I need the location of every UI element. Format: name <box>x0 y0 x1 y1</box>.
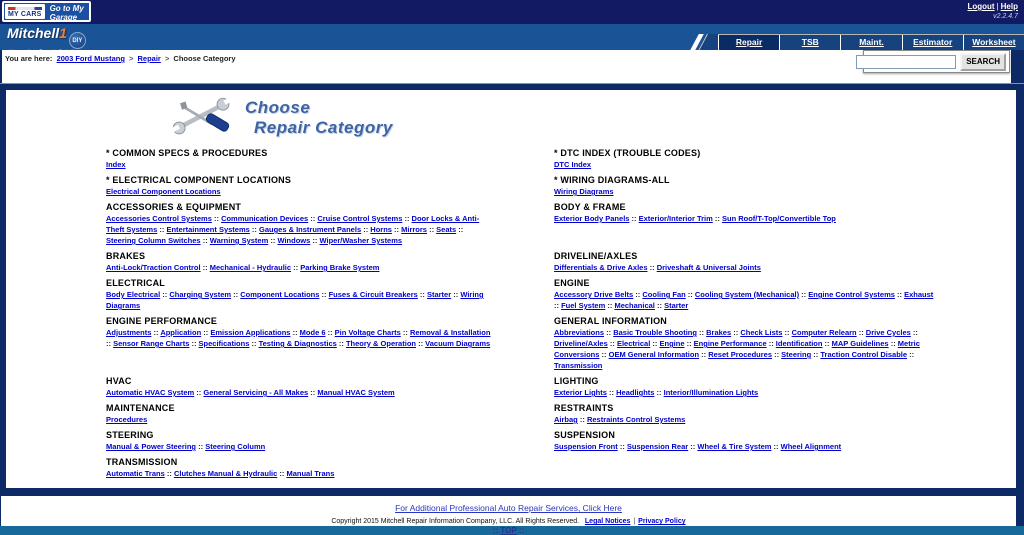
category-heading: BRAKES <box>106 251 146 261</box>
category-links <box>106 468 491 479</box>
category-link[interactable]: Engine Control Systems <box>808 290 895 299</box>
category-link[interactable]: Pin Voltage Charts <box>334 328 401 337</box>
category-link[interactable]: Driveline/Axles <box>554 339 608 348</box>
category-row <box>106 278 986 311</box>
category-link[interactable]: Communication Devices <box>221 214 309 223</box>
category-link[interactable]: Mirrors <box>401 225 427 234</box>
category-links <box>106 289 491 311</box>
category-link[interactable]: Airbag <box>554 415 578 424</box>
category-links <box>554 327 939 371</box>
category-row <box>106 376 986 398</box>
link-separator: :: <box>599 350 609 359</box>
link-separator: :: <box>894 290 905 299</box>
link-separator: :: <box>277 469 287 478</box>
category-section <box>106 251 491 273</box>
category-link[interactable]: Removal & Installation <box>409 328 491 337</box>
category-grid <box>6 138 1016 479</box>
link-separator: :: <box>799 290 809 299</box>
category-link[interactable]: Transmission <box>554 361 603 370</box>
top-link[interactable]: TOP <box>500 526 517 535</box>
category-row <box>106 251 986 273</box>
category-link[interactable]: Adjustments <box>106 328 152 337</box>
link-separator: :: <box>647 263 657 272</box>
category-link[interactable]: DTC Index <box>554 160 592 169</box>
category-link[interactable]: Emission Applications <box>210 328 291 337</box>
category-heading: STEERING <box>106 430 154 440</box>
category-section <box>106 376 491 398</box>
link-separator: :: <box>456 225 464 234</box>
category-link[interactable]: Accessory Drive Belts <box>554 290 634 299</box>
category-row <box>106 316 986 371</box>
category-link[interactable]: Windows <box>277 236 311 245</box>
tab-tsb[interactable]: TSB <box>779 35 840 50</box>
category-links <box>106 213 491 246</box>
category-section <box>554 376 939 398</box>
link-separator: :: <box>888 339 898 348</box>
category-link[interactable]: Reset Procedures <box>708 350 772 359</box>
category-link[interactable]: Seats <box>436 225 457 234</box>
link-separator: :: <box>771 442 781 451</box>
category-heading: BODY & FRAME <box>554 202 626 212</box>
link-separator: :: <box>106 339 114 348</box>
category-section <box>554 316 939 371</box>
category-link[interactable]: Application <box>160 328 202 337</box>
category-link[interactable]: Mechanical - Hydraulic <box>209 263 292 272</box>
link-separator: :: <box>291 263 301 272</box>
link-separator: :: <box>201 328 211 337</box>
category-link[interactable]: Warning System <box>209 236 269 245</box>
category-link[interactable]: Restraints Control Systems <box>586 415 686 424</box>
category-link[interactable]: Wiring Diagrams <box>106 290 484 310</box>
link-separator: :: <box>200 236 210 245</box>
category-link[interactable]: Computer Relearn <box>791 328 857 337</box>
category-link[interactable]: Testing & Diagnostics <box>258 339 337 348</box>
category-section <box>554 278 939 311</box>
link-separator: :: <box>617 442 627 451</box>
goto-garage-label: Go to My Garage <box>49 4 84 22</box>
link-separator: :: <box>211 214 222 223</box>
search-button[interactable]: SEARCH <box>960 53 1006 71</box>
top-right-links: Logout | Help v2.2.4.7 <box>967 2 1018 20</box>
link-separator: :: <box>577 415 587 424</box>
category-link[interactable]: Engine <box>659 339 685 348</box>
link-separator: :: <box>451 290 461 299</box>
category-link[interactable]: Cooling System (Mechanical) <box>694 290 800 299</box>
category-links <box>106 441 491 452</box>
category-link[interactable]: Electrical <box>616 339 651 348</box>
page-header <box>6 90 1016 138</box>
category-link[interactable]: Suspension Rear <box>626 442 689 451</box>
link-separator: :: <box>731 328 741 337</box>
category-link[interactable]: Index <box>106 160 126 169</box>
category-link[interactable]: Starter <box>664 301 689 310</box>
link-separator: :: <box>249 339 259 348</box>
category-links <box>106 327 491 349</box>
link-separator: :: <box>607 339 617 348</box>
link-separator: :: <box>231 290 241 299</box>
link-separator: :: <box>554 301 562 310</box>
link-separator: :: <box>391 225 402 234</box>
category-heading: ENGINE <box>554 278 590 288</box>
category-section <box>106 148 491 170</box>
link-separator: :: <box>308 388 318 397</box>
link-separator: :: <box>907 350 915 359</box>
category-links <box>554 289 939 311</box>
category-link[interactable]: Manual Trans <box>286 469 335 478</box>
category-link[interactable]: Differentials & Drive Axles <box>554 263 648 272</box>
link-separator: :: <box>200 263 210 272</box>
page-title: Choose Repair Category <box>245 98 393 137</box>
tab-worksheet[interactable]: Worksheet <box>963 35 1024 50</box>
category-link[interactable]: Engine Performance <box>693 339 767 348</box>
category-section <box>106 175 491 197</box>
category-link[interactable]: Gauges & Instrument Panels <box>259 225 362 234</box>
category-link[interactable]: Identification <box>775 339 823 348</box>
category-link[interactable]: Wheel Alignment <box>780 442 842 451</box>
category-link[interactable]: Traction Control Disable <box>820 350 908 359</box>
category-link[interactable]: Automatic HVAC System <box>106 388 195 397</box>
category-link[interactable]: General Servicing - All Makes <box>203 388 309 397</box>
category-link[interactable]: Horns <box>370 225 392 234</box>
link-separator: :: <box>688 442 698 451</box>
link-separator: :: <box>151 328 161 337</box>
link-separator: :: <box>189 339 199 348</box>
category-heading: TRANSMISSION <box>106 457 178 467</box>
search-input[interactable] <box>856 55 956 69</box>
link-separator: :: <box>654 388 664 397</box>
link-separator: :: <box>160 290 170 299</box>
category-link[interactable]: Interior/Illumination Lights <box>663 388 759 397</box>
category-link[interactable]: Exhaust <box>904 290 934 299</box>
category-link[interactable]: Driveshaft & Universal Joints <box>656 263 761 272</box>
link-separator: :: <box>910 328 918 337</box>
category-heading: * WIRING DIAGRAMS-ALL <box>554 175 670 185</box>
category-heading: RESTRAINTS <box>554 403 614 413</box>
category-section <box>106 457 491 479</box>
category-section <box>554 175 939 197</box>
link-separator: :: <box>415 339 426 348</box>
category-link[interactable]: Steering <box>781 350 812 359</box>
category-link[interactable]: Electrical Component Locations <box>106 187 221 196</box>
category-links <box>106 414 491 425</box>
category-link[interactable]: Manual HVAC System <box>317 388 395 397</box>
category-link[interactable]: Abbreviations <box>554 328 605 337</box>
category-link[interactable]: Steering Column <box>205 442 266 451</box>
link-separator: :: <box>336 339 346 348</box>
category-link[interactable]: Entertainment Systems <box>166 225 250 234</box>
tab-estimator[interactable]: Estimator <box>902 35 963 50</box>
link-separator: :: <box>325 328 335 337</box>
category-link[interactable]: Mechanical <box>614 301 655 310</box>
main-tab-strip <box>718 34 1024 50</box>
category-heading: DRIVELINE/AXLES <box>554 251 638 261</box>
link-separator: :: <box>766 339 776 348</box>
category-section <box>106 316 491 371</box>
category-row <box>106 202 986 246</box>
category-link[interactable]: Theory & Operation <box>345 339 416 348</box>
breadcrumb-vehicle-link[interactable]: 2003 Ford Mustang <box>56 54 125 63</box>
link-separator: :: <box>157 225 167 234</box>
category-link[interactable]: Cooling Fan <box>642 290 686 299</box>
category-link[interactable]: Vacuum Diagrams <box>425 339 491 348</box>
category-link[interactable]: Anti-Lock/Traction Control <box>106 263 201 272</box>
link-separator: :: <box>696 328 707 337</box>
link-separator: :: <box>400 328 410 337</box>
category-heading: ELECTRICAL <box>106 278 165 288</box>
category-links <box>554 159 939 170</box>
category-links <box>554 441 939 452</box>
category-link[interactable]: Clutches Manual & Hydraulic <box>173 469 278 478</box>
breadcrumb: You are here: 2003 Ford Mustang > Repair > Choose Category <box>5 54 236 63</box>
category-row <box>106 457 986 479</box>
category-link[interactable]: Parking Brake System <box>300 263 380 272</box>
category-link[interactable]: Brakes <box>706 328 732 337</box>
link-separator: :: <box>196 442 206 451</box>
category-heading: HVAC <box>106 376 132 386</box>
category-link[interactable]: MAP Guidelines <box>831 339 889 348</box>
category-link[interactable]: Metric Conversions <box>554 339 920 359</box>
category-links <box>106 387 491 398</box>
breadcrumb-repair-link[interactable]: Repair <box>137 54 161 63</box>
category-link[interactable]: Starter <box>426 290 452 299</box>
breadcrumb-current: Choose Category <box>173 54 236 63</box>
search-box <box>863 50 1010 73</box>
category-heading: LIGHTING <box>554 376 599 386</box>
category-link[interactable]: Basic Trouble Shooting <box>613 328 697 337</box>
category-heading: ACCESSORIES & EQUIPMENT <box>106 202 242 212</box>
link-separator: :: <box>604 328 614 337</box>
category-link[interactable]: Exterior/Interior Trim <box>638 214 713 223</box>
link-separator: :: <box>822 339 832 348</box>
category-link[interactable]: Door Locks & Anti-Theft Systems <box>106 214 480 234</box>
brand-bar <box>0 24 1024 50</box>
link-separator: :: <box>712 214 722 223</box>
category-links <box>554 387 939 398</box>
category-link[interactable]: OEM General Information <box>608 350 700 359</box>
category-row <box>106 403 986 425</box>
link-separator: :: <box>633 290 643 299</box>
link-separator: :: <box>164 469 174 478</box>
category-heading: * DTC INDEX (TROUBLE CODES) <box>554 148 701 158</box>
category-link[interactable]: Sun Roof/T-Top/Convertible Top <box>721 214 836 223</box>
breadcrumb-band <box>0 50 1024 83</box>
link-separator: :: <box>310 236 320 245</box>
breadcrumb-prefix: You are here: <box>5 54 53 63</box>
category-link[interactable]: Check Lists <box>740 328 783 337</box>
link-separator: :: <box>426 225 437 234</box>
link-separator: :: <box>417 290 427 299</box>
category-link[interactable]: Wiper/Washer Systems <box>319 236 403 245</box>
link-separator: :: <box>654 301 665 310</box>
link-separator: :: <box>605 301 615 310</box>
version-label: v2.2.4.7 <box>993 13 1018 20</box>
category-heading: SUSPENSION <box>554 430 616 440</box>
category-link[interactable]: Steering Column Switches <box>106 236 201 245</box>
category-link[interactable]: Wheel & Tire System <box>697 442 772 451</box>
link-separator: :: <box>319 290 329 299</box>
category-heading: ENGINE PERFORMANCE <box>106 316 218 326</box>
category-link[interactable]: Component Locations <box>240 290 320 299</box>
crossed-wrench-screwdriver-icon <box>169 96 235 138</box>
category-heading: * COMMON SPECS & PROCEDURES <box>106 148 268 158</box>
category-link[interactable]: Cruise Control Systems <box>317 214 403 223</box>
category-link[interactable]: Exterior Lights <box>554 388 607 397</box>
category-link[interactable]: Fuses & Circuit Breakers <box>328 290 418 299</box>
category-link[interactable]: Drive Cycles <box>865 328 911 337</box>
category-link[interactable]: Charging System <box>169 290 232 299</box>
category-section <box>106 430 491 452</box>
category-link[interactable]: Procedures <box>106 415 148 424</box>
category-link[interactable]: Body Electrical <box>106 290 161 299</box>
category-row <box>106 148 986 170</box>
category-heading: GENERAL INFORMATION <box>554 316 667 326</box>
category-section <box>554 148 939 170</box>
link-separator: :: <box>650 339 660 348</box>
category-link[interactable]: Fuel System <box>561 301 606 310</box>
category-link[interactable]: Mode 6 <box>299 328 326 337</box>
link-separator: :: <box>606 388 617 397</box>
category-row <box>106 430 986 452</box>
logout-link[interactable]: Logout <box>967 2 995 11</box>
plate-text: MY CARS <box>8 10 42 18</box>
category-link[interactable]: Suspension Front <box>554 442 618 451</box>
category-section <box>554 457 939 479</box>
link-separator: :: <box>782 328 792 337</box>
diy-badge-icon: DIY <box>69 32 86 49</box>
category-heading: * ELECTRICAL COMPONENT LOCATIONS <box>106 175 292 185</box>
category-links <box>106 262 491 273</box>
link-separator: :: <box>811 350 821 359</box>
link-separator: :: <box>699 350 709 359</box>
tab-maint[interactable]: Maint. <box>840 35 901 50</box>
category-links <box>554 213 939 224</box>
license-plate-icon <box>5 4 45 19</box>
link-separator: :: <box>629 214 639 223</box>
legal-notices-link[interactable]: Legal Notices <box>584 518 631 525</box>
category-link[interactable]: Accessories Control Systems <box>106 214 212 223</box>
category-section <box>554 202 939 246</box>
my-cars-garage-button[interactable] <box>2 1 91 22</box>
copyright-line: Copyright 2015 Mitchell Repair Information Company, LLC. All Rights Reserved. Legal Notices | Privacy Policy <box>331 518 686 525</box>
main-content <box>0 84 1024 496</box>
category-row <box>106 175 986 197</box>
category-heading: MAINTENANCE <box>106 403 175 413</box>
link-separator: :: <box>684 339 694 348</box>
category-section <box>106 403 491 425</box>
category-links <box>554 262 939 273</box>
category-links <box>554 414 939 425</box>
help-link[interactable]: Help <box>1000 2 1018 11</box>
category-section <box>554 430 939 452</box>
category-section <box>554 403 939 425</box>
category-links <box>106 159 491 170</box>
link-separator: :: <box>856 328 866 337</box>
category-links <box>554 186 939 197</box>
link-separator: :: <box>685 290 695 299</box>
link-separator: :: <box>290 328 300 337</box>
category-section <box>554 251 939 273</box>
link-separator: :: <box>308 214 318 223</box>
link-separator: :: <box>249 225 259 234</box>
link-separator: :: <box>772 350 782 359</box>
category-section <box>106 202 491 246</box>
additional-services-link[interactable]: For Additional Professional Auto Repair Services, Click Here <box>395 503 622 513</box>
back-to-top: :: TOP :: <box>492 526 525 535</box>
privacy-policy-link[interactable]: Privacy Policy <box>638 518 686 525</box>
link-separator: :: <box>402 214 412 223</box>
category-link[interactable]: Sensor Range Charts <box>113 339 190 348</box>
tab-diagonal-divider <box>688 34 718 50</box>
link-separator: :: <box>194 388 204 397</box>
category-link[interactable]: Automatic Trans <box>106 469 165 478</box>
footer <box>0 496 1024 535</box>
category-link[interactable]: Specifications <box>198 339 250 348</box>
link-separator: :: <box>361 225 371 234</box>
category-link[interactable]: Wiring Diagrams <box>554 187 614 196</box>
mitchell1-logo: Mitchell1 DIY <box>7 26 86 56</box>
category-link[interactable]: Exterior Body Panels <box>554 214 630 223</box>
category-section <box>106 278 491 311</box>
category-links <box>106 186 491 197</box>
category-link[interactable]: Manual & Power Steering <box>106 442 197 451</box>
tab-repair[interactable]: Repair <box>718 35 779 50</box>
top-utility-bar <box>0 0 1024 24</box>
link-separator: :: <box>268 236 278 245</box>
category-link[interactable]: Headlights <box>616 388 655 397</box>
